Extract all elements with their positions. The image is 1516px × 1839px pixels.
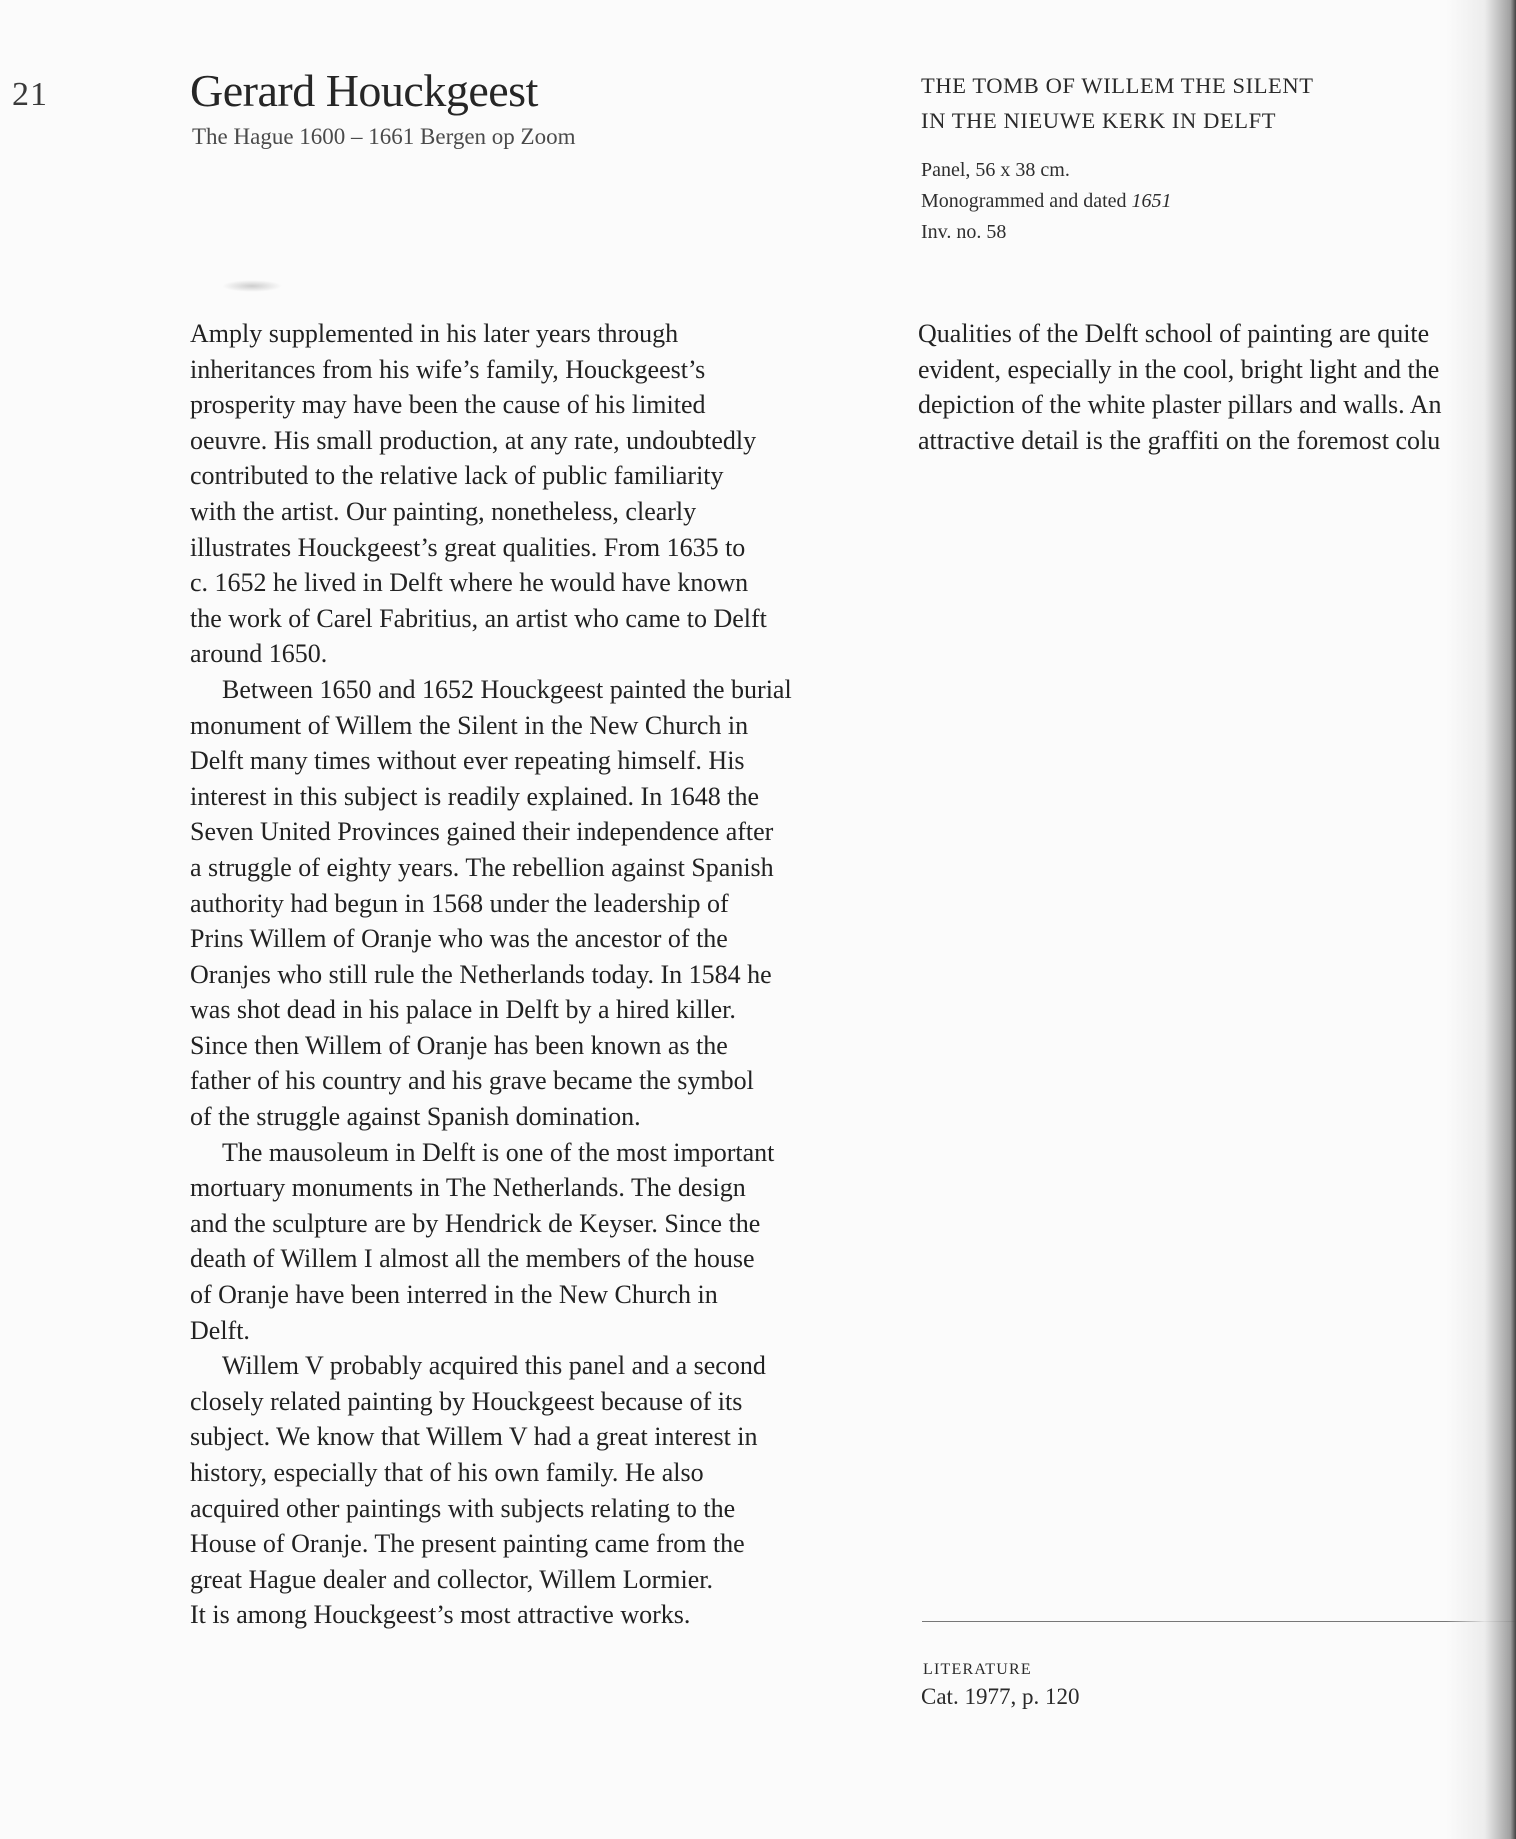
essay-line: great Hague dealer and collector, Willem Lormier. bbox=[190, 1564, 713, 1594]
literature-reference: Cat. 1977, p. 120 bbox=[921, 1684, 1080, 1709]
section-divider bbox=[922, 1621, 1516, 1622]
essay-line: closely related painting by Houckgeest because of its bbox=[190, 1386, 743, 1416]
artwork-inventory: Inv. no. 58 bbox=[921, 221, 1007, 243]
essay-line: mortuary monuments in The Netherlands. The design bbox=[190, 1173, 746, 1203]
inscription-prefix: Monogrammed and dated bbox=[921, 190, 1132, 212]
essay-left-column bbox=[190, 316, 880, 1633]
page-gutter-shadow bbox=[1446, 0, 1516, 1839]
essay-line: the work of Carel Fabritius, an artist who came to Delft bbox=[190, 603, 767, 633]
essay-line: with the artist. Our painting, nonetheless, clearly bbox=[190, 496, 697, 526]
essay-line: The mausoleum in Delft is one of the most important bbox=[222, 1137, 775, 1167]
essay-line: Delft. bbox=[190, 1315, 250, 1345]
essay-line: a struggle of eighty years. The rebellion against Spanish bbox=[190, 852, 774, 882]
artwork-specs bbox=[921, 155, 1172, 248]
essay-line: It is among Houckgeest’s most attractive works. bbox=[190, 1600, 691, 1630]
essay-line: death of Willem I almost all the members of the house bbox=[190, 1244, 755, 1274]
essay-line: oeuvre. His small production, at any rate, undoubtedly bbox=[190, 425, 757, 455]
essay-line: subject. We know that Willem V had a great interest in bbox=[190, 1422, 758, 1452]
catalogue-number: 21 bbox=[12, 76, 48, 113]
essay-line: monument of Willem the Silent in the New Church in bbox=[190, 710, 749, 740]
artist-life-dates: The Hague 1600 – 1661 Bergen op Zoom bbox=[192, 124, 576, 149]
essay-line: acquired other paintings with subjects relating to the bbox=[190, 1493, 736, 1523]
essay-line: of the struggle against Spanish domination. bbox=[190, 1102, 641, 1132]
essay-line: and the sculpture are by Hendrick de Keyser. Since the bbox=[190, 1208, 761, 1238]
essay-line: around 1650. bbox=[190, 639, 328, 669]
essay-line: depiction of the white plaster pillars and walls. An bbox=[918, 390, 1442, 420]
essay-line: Between 1650 and 1652 Houckgeest painted the burial bbox=[222, 674, 792, 704]
essay-line: Delft many times without ever repeating himself. His bbox=[190, 746, 745, 776]
essay-line: House of Oranje. The present painting came from the bbox=[190, 1529, 745, 1559]
essay-line: Qualities of the Delft school of painting are quite bbox=[918, 319, 1430, 348]
artwork-title bbox=[921, 68, 1314, 138]
essay-line: Oranjes who still rule the Netherlands today. In 1584 he bbox=[190, 959, 772, 989]
essay-line: prosperity may have been the cause of his limited bbox=[190, 390, 706, 420]
essay-line: was shot dead in his palace in Delft by a hired killer. bbox=[190, 995, 736, 1025]
artwork-inscription bbox=[921, 186, 1172, 217]
scan-smudge bbox=[222, 280, 282, 292]
essay-line: illustrates Houckgeest’s great qualities. From 1635 to bbox=[190, 532, 746, 562]
artist-name: Gerard Houckgeest bbox=[190, 65, 538, 116]
inscription-date: 1651 bbox=[1131, 190, 1172, 212]
essay-line: Amply supplemented in his later years through bbox=[190, 319, 679, 348]
essay-line: inheritances from his wife’s family, Houckgeest’s bbox=[190, 354, 706, 384]
essay-line: Since then Willem of Oranje has been known as the bbox=[190, 1030, 728, 1060]
artwork-title-line: IN THE NIEUWE KERK IN DELFT bbox=[921, 108, 1277, 133]
essay-right-column bbox=[918, 316, 1516, 458]
literature-label: LITERATURE bbox=[923, 1661, 1032, 1678]
essay-line: of Oranje have been interred in the New Church in bbox=[190, 1280, 718, 1310]
essay-line: father of his country and his grave became the symbol bbox=[190, 1066, 754, 1096]
essay-line: Prins Willem of Oranje who was the ancestor of the bbox=[190, 924, 728, 954]
essay-line: evident, especially in the cool, bright light and the bbox=[918, 354, 1440, 384]
essay-line: interest in this subject is readily explained. In 1648 the bbox=[190, 781, 759, 811]
essay-line: attractive detail is the graffiti on the foremost colu bbox=[918, 425, 1441, 455]
essay-line: Willem V probably acquired this panel and a second bbox=[222, 1351, 766, 1381]
artwork-title-line: THE TOMB OF WILLEM THE SILENT bbox=[921, 73, 1314, 98]
essay-line: authority had begun in 1568 under the leadership of bbox=[190, 888, 729, 918]
essay-line: c. 1652 he lived in Delft where he would have known bbox=[190, 568, 749, 598]
artwork-medium: Panel, 56 x 38 cm. bbox=[921, 159, 1070, 181]
essay-line: history, especially that of his own family. He also bbox=[190, 1458, 704, 1487]
essay-line: contributed to the relative lack of public familiarity bbox=[190, 461, 724, 491]
essay-line: Seven United Provinces gained their independence after bbox=[190, 817, 774, 847]
